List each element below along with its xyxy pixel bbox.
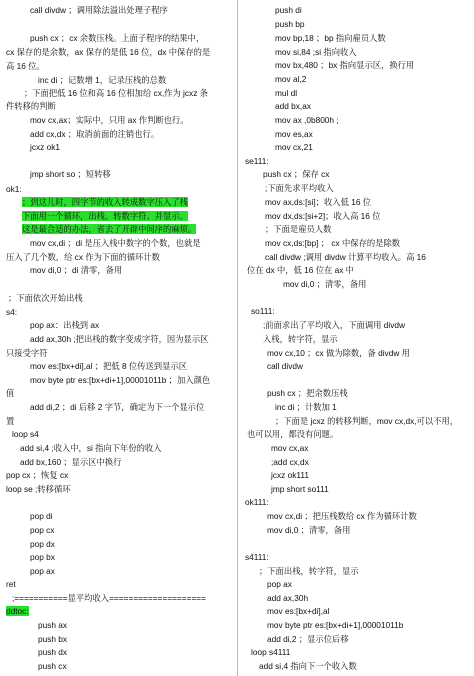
right-code-line: mov si,84 ;si 指向收入 [275, 47, 357, 57]
left-code-line: mov es:[bx+di],al ；把低 8 位传送到显示区 [30, 361, 187, 371]
right-code-line: call divdw [267, 361, 303, 371]
left-code-line: jmp short so ；短转移 [30, 169, 111, 179]
right-code-line: add ax,30h [267, 593, 309, 603]
right-code-line: 入栈，转字符，显示 [263, 334, 338, 344]
left-code-line: add si,4 ;收入中，si 指向下年份的收入 [20, 443, 162, 453]
left-code-line: push cx ；cx 余数压栈。上面子程序的结果中， [30, 33, 205, 43]
left-code-line: 只接受字符 [6, 348, 48, 358]
left-code-line: pop ax：出栈到 ax [30, 320, 100, 330]
right-code-line: mov cx,di ；把压栈数给 cx 作为循环计数 [267, 511, 417, 521]
right-code-line: add si,4 指向下一个收入数 [259, 661, 357, 671]
right-code-line: ；下面是雇员人数 [265, 224, 332, 234]
right-code-line: ;前面求出了平均收入，下面调用 divdw [263, 320, 405, 330]
left-code-line: 置 [6, 416, 15, 426]
left-code-line: ok1: [6, 184, 22, 194]
right-code-line: mov bx,480 ；bx 指向显示区，换行用 [275, 60, 415, 70]
right-code-line: ;下面先求平均收入 [265, 183, 334, 193]
left-code-line: 值 [6, 388, 15, 398]
left-code-line: add ax,30h ;把出栈的数字变成字符，因为显示区 [30, 334, 209, 344]
left-code-line: ret [6, 579, 16, 589]
right-code-line: mul dl [275, 88, 298, 98]
left-code-line: add di,2 ；di 后移 2 字节，确定为下一个显示位 [30, 402, 205, 412]
right-code-line: push di [275, 5, 302, 15]
right-code-line: add bx,ax [275, 101, 311, 111]
left-code-line: add cx,dx ；取消前面的注销也行。 [30, 129, 160, 139]
left-code-line: ;===========显平均收入==================== [12, 593, 206, 603]
column-divider [237, 0, 238, 676]
right-code-line: mov dx,ds:[si+2]；收入高 16 位 [265, 211, 381, 221]
left-code-line: jcxz ok1 [30, 142, 60, 152]
right-code-line: mov cx,ds:[bp] ； cx 中保存的是除数 [265, 238, 401, 248]
left-code-line: ；到这儿时，四字节的收入转成数字压入了栈 [22, 197, 188, 207]
right-code-line: mov al,2 [275, 74, 307, 84]
right-code-line: mov ax,ds:[si]；收入低 16 位 [265, 197, 372, 207]
left-code-line: push dx [38, 647, 68, 657]
right-code-line: loop s4111 [251, 647, 291, 657]
right-code-line: ok111: [245, 497, 269, 507]
right-code-line: mov cx,21 [275, 142, 313, 152]
left-code-line: mov cx,ax；实际中，只用 ax 作判断也行。 [30, 115, 189, 125]
left-code-line: loop s4 [12, 429, 39, 439]
left-code-line: pop dx [30, 539, 55, 549]
left-code-line: 这是最合适的办法，省去了开辟中间序的麻烦。 [22, 224, 197, 234]
right-code-line: jmp short so111 [271, 484, 329, 494]
left-code-line: cx 保存的是余数，ax 保存的是低 16 位，dx 中保存的是 [6, 47, 211, 57]
left-code-line: ddtoc: [6, 606, 29, 616]
left-code-line: push cx [38, 661, 67, 671]
right-code-line: mov di,0 ；清零，备用 [267, 525, 351, 535]
right-code-line: ;add cx,dx [271, 457, 309, 467]
left-code-line: mov di,0 ；di 清零，备用 [30, 265, 123, 275]
right-code-line: mov cx,ax [271, 443, 309, 453]
right-code-line: 位在 dx 中，低 16 位在 ax 中 [247, 265, 354, 275]
left-code-line: 件转移的判断 [6, 101, 56, 111]
left-code-line: 高 16 位。 [6, 61, 45, 71]
right-code-line: s4111: [245, 552, 269, 562]
right-code-line: so111: [251, 306, 275, 316]
left-code-line: pop cx ；恢复 cx [6, 470, 69, 480]
right-code-line: mov byte ptr es:[bx+di+1],00001011b [267, 620, 404, 630]
right-code-line: mov es,ax [275, 129, 313, 139]
left-code-line: add bx,160 ；显示区中换行 [20, 457, 122, 467]
right-code-line: push bp [275, 19, 305, 29]
left-code-line: push ax [38, 620, 68, 630]
right-code-line: jcxz ok111 [271, 470, 309, 480]
left-code-line: s4: [6, 307, 18, 317]
left-code-line: pop ax [30, 566, 55, 576]
left-code-line: pop bx [30, 552, 55, 562]
left-code-line: loop se ;转移循环 [6, 484, 71, 494]
left-code-line: pop cx [30, 525, 55, 535]
right-code-line: inc di ；计数加 1 [275, 402, 337, 412]
left-code-line: ；下面把低 16 位和高 16 位相加给 cx,作为 jcxz 条 [24, 88, 208, 98]
right-code-line: 也可以用，都没有问题。 [247, 429, 339, 439]
right-code-line: add di,2 ；显示位后移 [267, 634, 349, 644]
right-code-line: mov bp,18 ；bp 指向雇员人数 [275, 33, 386, 43]
right-code-line: ；下面是 jcxz 的转移判断，mov cx,dx,可以不用， [275, 416, 459, 426]
right-code-line: push cx ；把余数压栈 [267, 388, 348, 398]
left-code-line: mov byte ptr es:[bx+di+1],00001011b ；加入颜色 [30, 375, 211, 385]
left-code-line: push bx [38, 634, 68, 644]
right-code-line: call divdw ;调用 divdw 计算平均收入。高 16 [265, 252, 426, 262]
left-code-line: pop di [30, 511, 53, 521]
left-code-line: ；下面依次开始出栈 [8, 293, 83, 303]
right-code-line: mov di,0 ；清零，备用 [283, 279, 367, 289]
left-code-line: 压入了几个数，给 cx 作为下面的循环计数 [6, 252, 160, 262]
right-code-line: ；下面出栈，转字符，显示 [259, 566, 359, 576]
right-code-line: se111: [245, 156, 269, 166]
left-code-line: mov cx,di ；di 是压入栈中数字的个数，也就是 [30, 238, 201, 248]
right-code-line: mov es:[bx+di],al [267, 606, 330, 616]
left-code-line: call divdw ；调用除法溢出处理子程序 [30, 5, 168, 15]
right-code-line: push cx ；保存 cx [263, 169, 330, 179]
right-code-line: mov ax ,0b800h ; [275, 115, 339, 125]
right-code-line: mov cx,10 ；cx 做为除数，备 divdw 用 [267, 348, 410, 358]
left-code-line: 下面用一个循环，出栈、转数字符、并显示。 [22, 211, 188, 221]
left-code-line: inc di ；记数增 1，记录压栈的总数 [38, 75, 167, 85]
right-code-line: pop ax [267, 579, 292, 589]
